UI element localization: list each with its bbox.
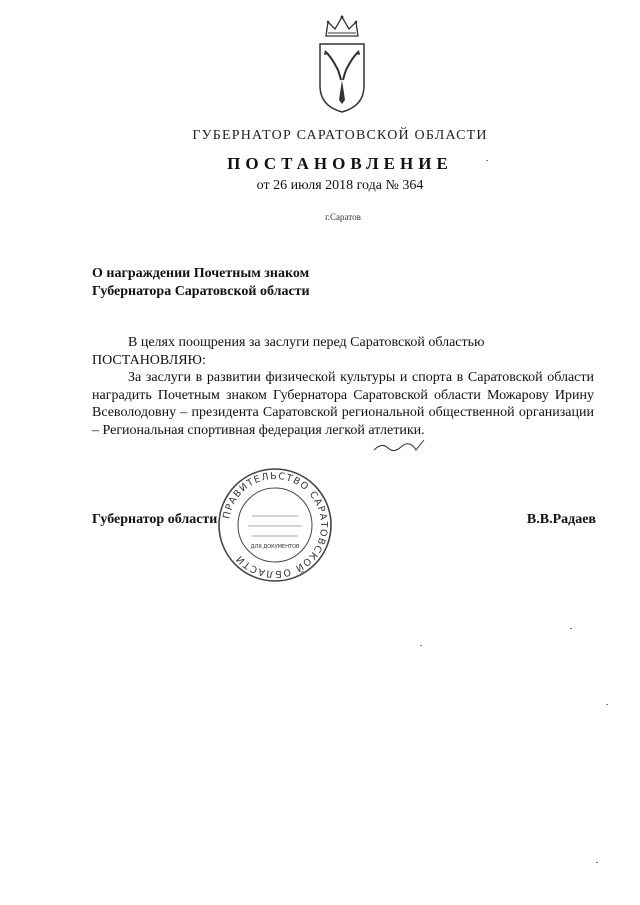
- handwritten-signature: [372, 436, 432, 458]
- document-type: ПОСТАНОВЛЕНИЕ: [227, 154, 453, 173]
- document-city: г.Саратов: [325, 212, 361, 222]
- scan-speck: [596, 862, 598, 863]
- scan-speck: [420, 645, 422, 646]
- subject-line-1: О награждении Почетным знаком: [92, 266, 310, 281]
- official-seal-stamp: [216, 466, 334, 584]
- signatory-title: Губернатор области: [92, 512, 218, 527]
- document-subject: [92, 265, 310, 301]
- signatory-name: В.В.Радаев: [526, 512, 596, 527]
- seal-outer-text: ПРАВИТЕЛЬСТВО САРАТОВСКОЙ ОБЛАСТИ: [221, 470, 330, 580]
- body-resolution: За заслуги в развитии физической культуры и спорта в Саратовской области наградить Почетным знаком Губернатора Саратовской области Можарову Ирину Всеволодовну – президента Саратовской региональной общественной организации – Региональная спортивная федерация легкой атлетики.: [92, 370, 594, 438]
- body-decree-word: ПОСТАНОВЛЯЮ:: [92, 352, 206, 368]
- document-date-number: от 26 июля 2018 года № 364: [256, 178, 424, 193]
- body-preamble: В целях поощрения за заслуги перед Саратовской областью: [128, 335, 485, 350]
- document-body: [92, 334, 594, 439]
- subject-line-2: Губернатора Саратовской области: [92, 284, 310, 299]
- scan-speck: [486, 160, 488, 161]
- saratov-coat-of-arms-icon: [316, 14, 368, 114]
- scan-speck: [570, 628, 572, 629]
- scan-speck: [606, 704, 608, 705]
- issuer-title: ГУБЕРНАТОР САРАТОВСКОЙ ОБЛАСТИ: [192, 128, 488, 143]
- seal-inner-text: ДЛЯ ДОКУМЕНТОВ: [250, 544, 300, 550]
